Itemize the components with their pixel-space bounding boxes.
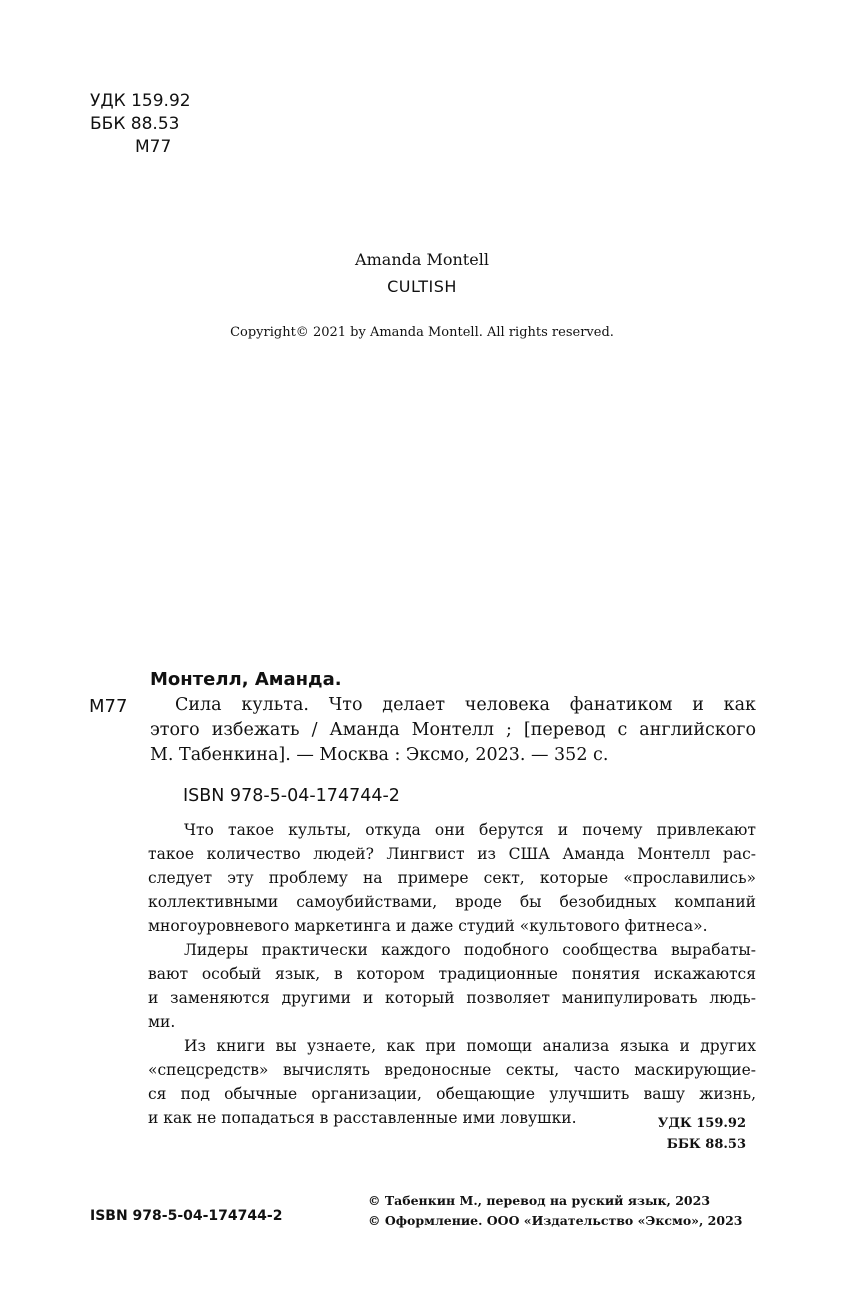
annotation-line: Что такое культы, откуда они берутся и почему привлекают xyxy=(184,821,756,839)
annotation xyxy=(148,818,756,1130)
catalog-line: Сила культа. Что делает человека фанатиком и как xyxy=(175,695,756,715)
author-mark: М77 xyxy=(135,137,172,157)
annotation-line: ми. xyxy=(148,1013,176,1031)
catalog-mark: М77 xyxy=(89,696,128,717)
annotation-line: Из книги вы узнаете, как при помощи анализа языка и других xyxy=(184,1037,756,1055)
original-author: Amanda Montell xyxy=(355,250,489,269)
catalog-author-heading: Монтелл, Аманда. xyxy=(150,669,342,690)
bottom-bbk: ББК 88.53 xyxy=(666,1137,746,1152)
original-copyright: Copyright© 2021 by Amanda Montell. All rights reserved. xyxy=(230,325,614,340)
annotation-line: коллективными самоубийствами, вроде бы безобидных компаний xyxy=(148,893,756,911)
bbk-code: ББК 88.53 xyxy=(90,114,180,134)
annotation-line: и как не попадаться в расставленные ими ловушки. xyxy=(148,1109,577,1127)
copyright-translation: © Табенкин М., перевод на руский язык, 2023 xyxy=(368,1193,711,1208)
bottom-isbn: ISBN 978-5-04-174744-2 xyxy=(90,1208,283,1224)
catalog-isbn: ISBN 978-5-04-174744-2 xyxy=(183,786,400,806)
annotation-line: Лидеры практически каждого подобного сообщества вырабаты- xyxy=(184,941,756,959)
annotation-line: ся под обычные организации, обещающие улучшить вашу жизнь, xyxy=(148,1085,756,1103)
annotation-line: следует эту проблему на примере сект, которые «прославились» xyxy=(148,869,756,887)
copyright-design: © Оформление. ООО «Издательство «Эксмо», 2023 xyxy=(368,1213,743,1228)
udk-code: УДК 159.92 xyxy=(90,91,191,111)
annotation-line: такое количество людей? Лингвист из США Аманда Монтелл рас- xyxy=(148,845,756,863)
annotation-line: «спецсредств» вычислять вредоносные секты, часто маскирующие- xyxy=(148,1061,756,1079)
annotation-line: многоуровневого маркетинга и даже студий «культового фитнеса». xyxy=(148,917,708,935)
bottom-udk: УДК 159.92 xyxy=(657,1116,746,1131)
catalog-line: М. Табенкина]. — Москва : Эксмо, 2023. — 352 с. xyxy=(150,745,609,765)
catalog-line: этого избежать / Аманда Монтелл ; [перевод с английского xyxy=(150,720,756,740)
catalog-description xyxy=(150,693,756,768)
annotation-line: вают особый язык, в котором традиционные понятия искажаются xyxy=(148,965,756,983)
annotation-line: и заменяются другими и который позволяет манипулировать людь- xyxy=(148,989,756,1007)
original-title: CULTISH xyxy=(387,277,457,296)
